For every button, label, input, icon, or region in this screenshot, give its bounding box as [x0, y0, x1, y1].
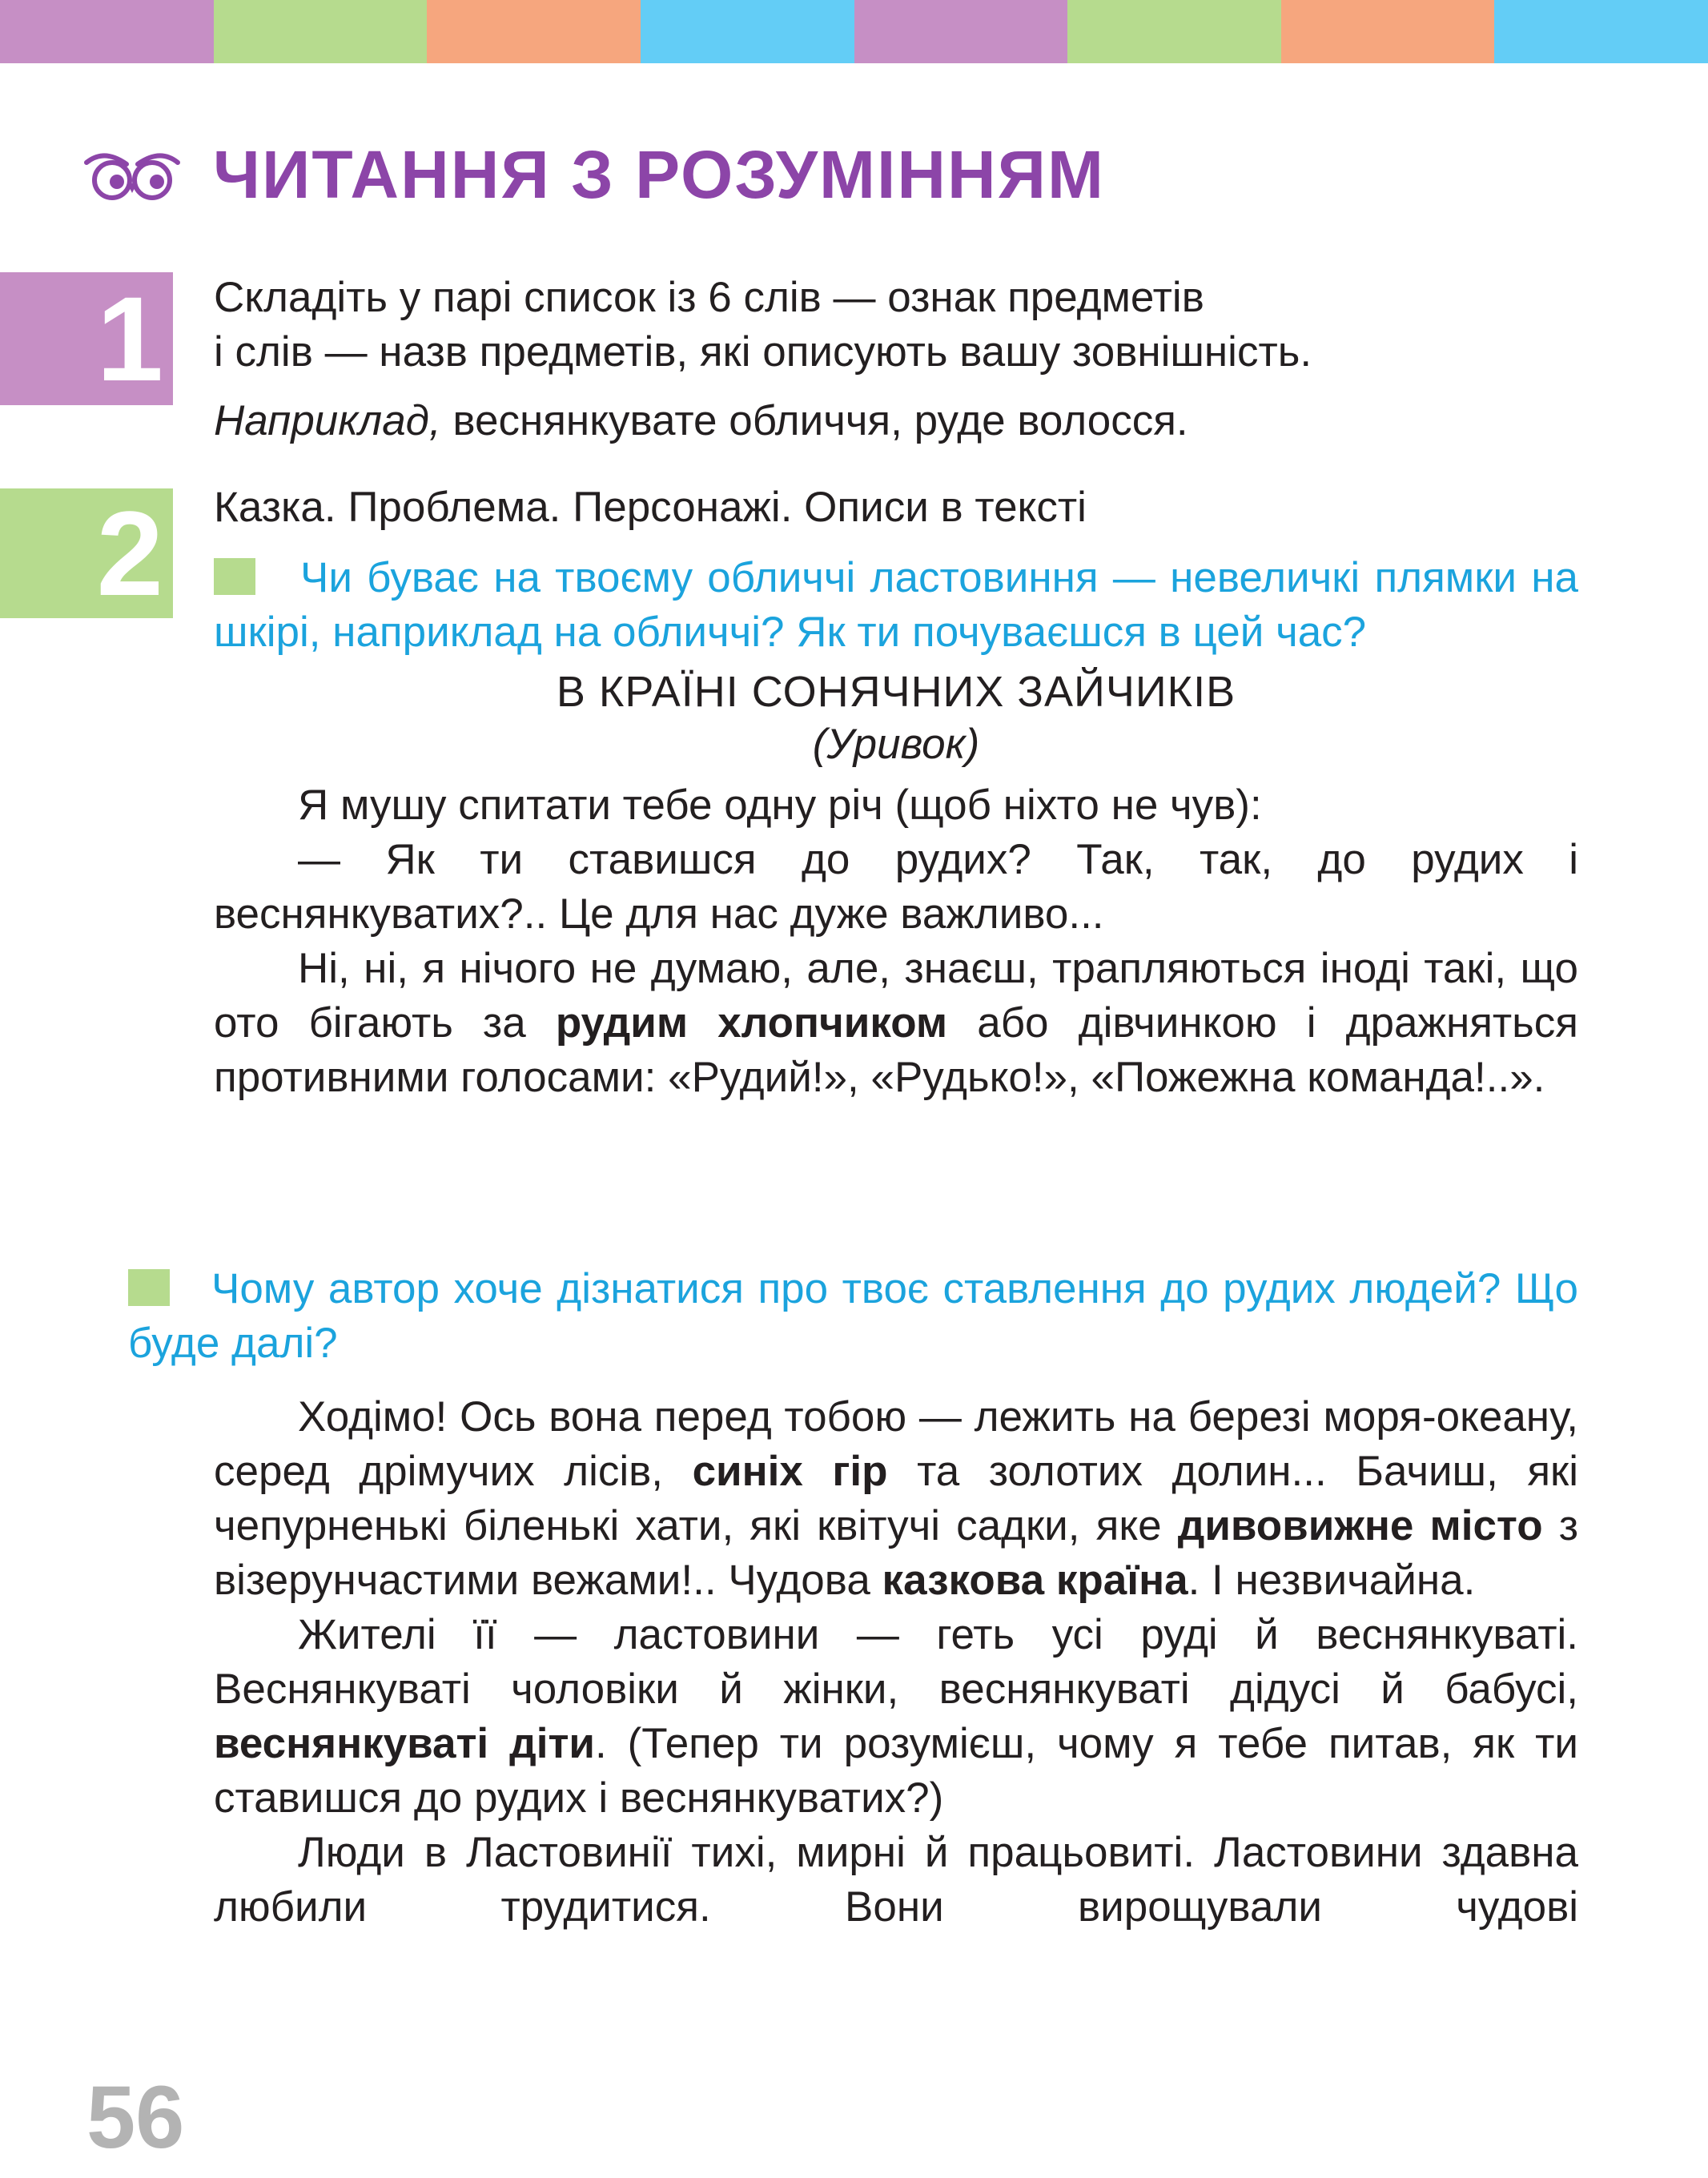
stripe-orange [1281, 0, 1495, 63]
section-heading [80, 137, 1105, 212]
story-part-1 [214, 778, 1578, 1105]
stripe-blue [1494, 0, 1708, 63]
exercise-number-2: 2 [0, 488, 173, 618]
text-run: Ходімо! Ось вона перед тобою — лежить на березі моря-океану, серед дрімучих лісів, [214, 1393, 1578, 1495]
exercise-2-topic: Казка. Проблема. Персонажі. Описи в тексті [214, 484, 1087, 531]
text-run: та золотих долин... Бачиш, які чепурненькі біленькі хати, які квітучі садки, яке [214, 1448, 1578, 1549]
bold-phrase: веснянкуваті діти [214, 1720, 595, 1767]
bold-phrase: синіх гір [692, 1448, 888, 1495]
story-subtitle: (Уривок) [812, 721, 980, 768]
bold-phrase: казкова країна [882, 1557, 1188, 1604]
story-paragraph [214, 942, 1578, 1105]
exercise-1-example [214, 394, 1578, 448]
stripe-green [1067, 0, 1281, 63]
story-paragraph: Люди в Ластовинії тихі, мирні й працьовиті. Ластовини здавна любили трудитися. Вони вирощували чудові [214, 1829, 1578, 1931]
question-2-block [128, 1262, 1578, 1371]
story-part-2 [214, 1390, 1578, 1935]
text-run: з візерунчастими вежами!.. Чудова [214, 1502, 1578, 1604]
story-paragraph: Я мушу спитати тебе одну річ (щоб ніхто не чув): [298, 782, 1262, 829]
bold-phrase: рудим хлопчиком [555, 999, 948, 1047]
text-run: або дівчинкою і дражняться противними голосами: «Рудий!», «Рудько!», «Пожежна команда!..». [214, 999, 1578, 1101]
heading-title: ЧИТАННЯ З РОЗУМІННЯМ [213, 137, 1105, 212]
stripe-green [214, 0, 428, 63]
text-run: Жителі її — ластовини — геть усі руді й веснянкуваті. Веснянкуваті чоловіки й жінки, веснянкуваті дідусі й бабусі, [214, 1611, 1578, 1713]
exercise-1-line-2: і слів — назв предметів, які описують вашу зовнішність. [214, 328, 1312, 376]
bold-phrase: дивовижне місто [1177, 1502, 1543, 1549]
owl-eyes-icon [80, 147, 184, 203]
story-paragraph: — Як ти ставишся до рудих? Так, так, до рудих і веснянкуватих?.. Це для нас дуже важливо... [214, 836, 1578, 938]
example-text: веснянкувате обличчя, руде волосся. [440, 397, 1188, 444]
example-label: Наприклад, [214, 397, 441, 444]
story-paragraph [214, 1608, 1578, 1826]
exercise-1 [214, 271, 1578, 448]
green-square-icon [128, 1269, 170, 1306]
exercise-1-line-1: Складіть у парі список із 6 слів — ознак предметів [214, 274, 1204, 321]
question-1-text: Чи буває на твоєму обличчі ластовиння — невеличкі плямки на шкірі, наприклад на обличчі? Як ти почуваєшся в цей час? [214, 554, 1578, 656]
exercise-number-1: 1 [0, 272, 173, 405]
exercise-2 [214, 480, 1578, 1105]
stripe-purple [0, 0, 214, 63]
story-title: В КРАЇНІ СОНЯЧНИХ ЗАЙЧИКІВ [556, 668, 1236, 716]
text-run: Ні, ні, я нічого не думаю, але, знаєш, трапляються іноді такі, що ото бігають за [214, 945, 1578, 1047]
page-number: 56 [86, 2068, 185, 2167]
text-run: . І незвичайна. [1188, 1557, 1476, 1604]
question-2 [128, 1262, 1578, 1371]
stripe-blue [641, 0, 854, 63]
question-1 [214, 551, 1578, 660]
story-paragraph [214, 1390, 1578, 1608]
stripe-orange [427, 0, 641, 63]
color-stripe-bar [0, 0, 1708, 63]
text-run: . (Тепер ти розумієш, чому я тебе питав, як ти ставишся до рудих і веснянкуватих?) [214, 1720, 1578, 1822]
stripe-purple [854, 0, 1068, 63]
green-square-icon [214, 558, 255, 595]
question-2-text: Чому автор хоче дізнатися про твоє ставлення до рудих людей? Що буде далі? [128, 1265, 1578, 1367]
